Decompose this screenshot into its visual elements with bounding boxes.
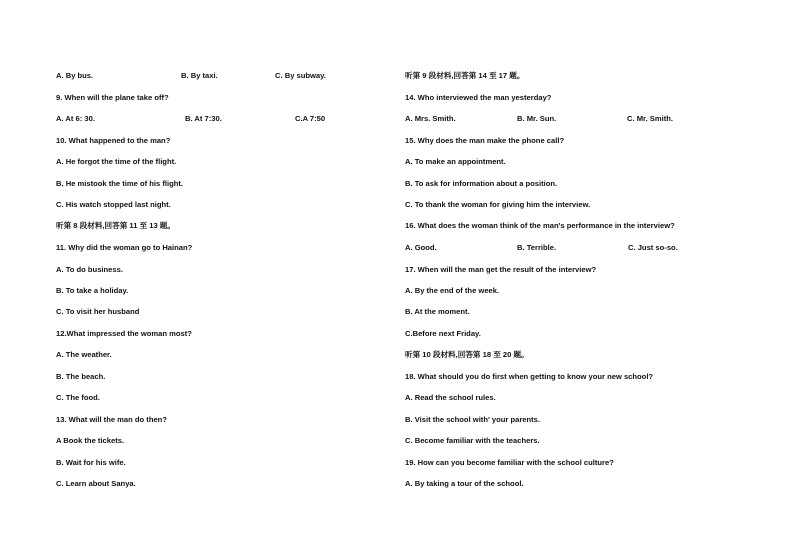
q19-option-a: A. By taking a tour of the school. xyxy=(405,479,524,488)
q16-option-a: A. Good. xyxy=(405,243,437,252)
q16-question: 16. What does the woman think of the man's performance in the interview? xyxy=(405,221,675,230)
q8-option-a: A. By bus. xyxy=(56,71,94,80)
q10-option-b: B. He mistook the time of his flight. xyxy=(56,179,183,188)
q19-question: 19. How can you become familiar with the school culture? xyxy=(405,458,614,467)
q17-option-c: C.Before next Friday. xyxy=(405,329,481,338)
q12-question: 12.What impressed the woman most? xyxy=(56,329,192,338)
q9-option-a: A. At 6: 30. xyxy=(56,114,95,123)
q18-option-b: B. Visit the school with' your parents. xyxy=(405,415,541,424)
q10-option-c: C. His watch stopped last night. xyxy=(56,200,171,209)
q12-option-b: B. The beach. xyxy=(56,372,106,381)
q9-option-b: B. At 7:30. xyxy=(185,114,222,123)
q18-option-a: A. Read the school rules. xyxy=(405,393,496,402)
q14-option-c: C. Mr. Smith. xyxy=(627,114,673,123)
q12-option-c: C. The food. xyxy=(56,393,100,402)
q8-option-b: B. By taxi. xyxy=(181,71,218,80)
q18-option-c: C. Become familiar with the teachers. xyxy=(405,436,540,445)
q8-option-c: C. By subway. xyxy=(275,71,326,80)
q9-question: 9. When will the plane take off? xyxy=(56,93,169,102)
q11-option-c: C. To visit her husband xyxy=(56,307,140,316)
q9-option-c: C.A 7:50 xyxy=(295,114,326,123)
q10-option-a: A. He forgot the time of the flight. xyxy=(56,157,177,166)
q17-question: 17. When will the man get the result of the interview? xyxy=(405,265,597,274)
section-8-heading: 听第 8 段材料,回答第 11 至 13 题。 xyxy=(56,221,175,230)
q15-option-a: A. To make an appointment. xyxy=(405,157,506,166)
q13-option-b: B. Wait for his wife. xyxy=(56,458,126,467)
q11-question: 11. Why did the woman go to Hainan? xyxy=(56,243,193,252)
q15-option-c: C. To thank the woman for giving him the interview. xyxy=(405,200,591,209)
q11-option-a: A. To do business. xyxy=(56,265,123,274)
q13-option-c: C. Learn about Sanya. xyxy=(56,479,136,488)
section-9-heading: 听第 9 段材料,回答第 14 至 17 题。 xyxy=(405,71,525,80)
q18-question: 18. What should you do first when getting to know your new school? xyxy=(405,372,654,381)
q17-option-b: B. At the moment. xyxy=(405,307,470,316)
q14-question: 14. Who interviewed the man yesterday? xyxy=(405,93,552,102)
q13-question: 13. What will the man do then? xyxy=(56,415,167,424)
q16-option-c: C. Just so-so. xyxy=(628,243,678,252)
q11-option-b: B. To take a holiday. xyxy=(56,286,129,295)
q13-option-a: A Book the tickets. xyxy=(56,436,125,445)
q14-option-a: A. Mrs. Smith. xyxy=(405,114,456,123)
q16-option-b: B. Terrible. xyxy=(517,243,557,252)
section-10-heading: 听第 10 段材料,回答第 18 至 20 题。 xyxy=(405,350,529,359)
q17-option-a: A. By the end of the week. xyxy=(405,286,500,295)
q12-option-a: A. The weather. xyxy=(56,350,112,359)
q15-option-b: B. To ask for information about a position. xyxy=(405,179,558,188)
q10-question: 10. What happened to the man? xyxy=(56,136,171,145)
q15-question: 15. Why does the man make the phone call? xyxy=(405,136,565,145)
q14-option-b: B. Mr. Sun. xyxy=(517,114,557,123)
